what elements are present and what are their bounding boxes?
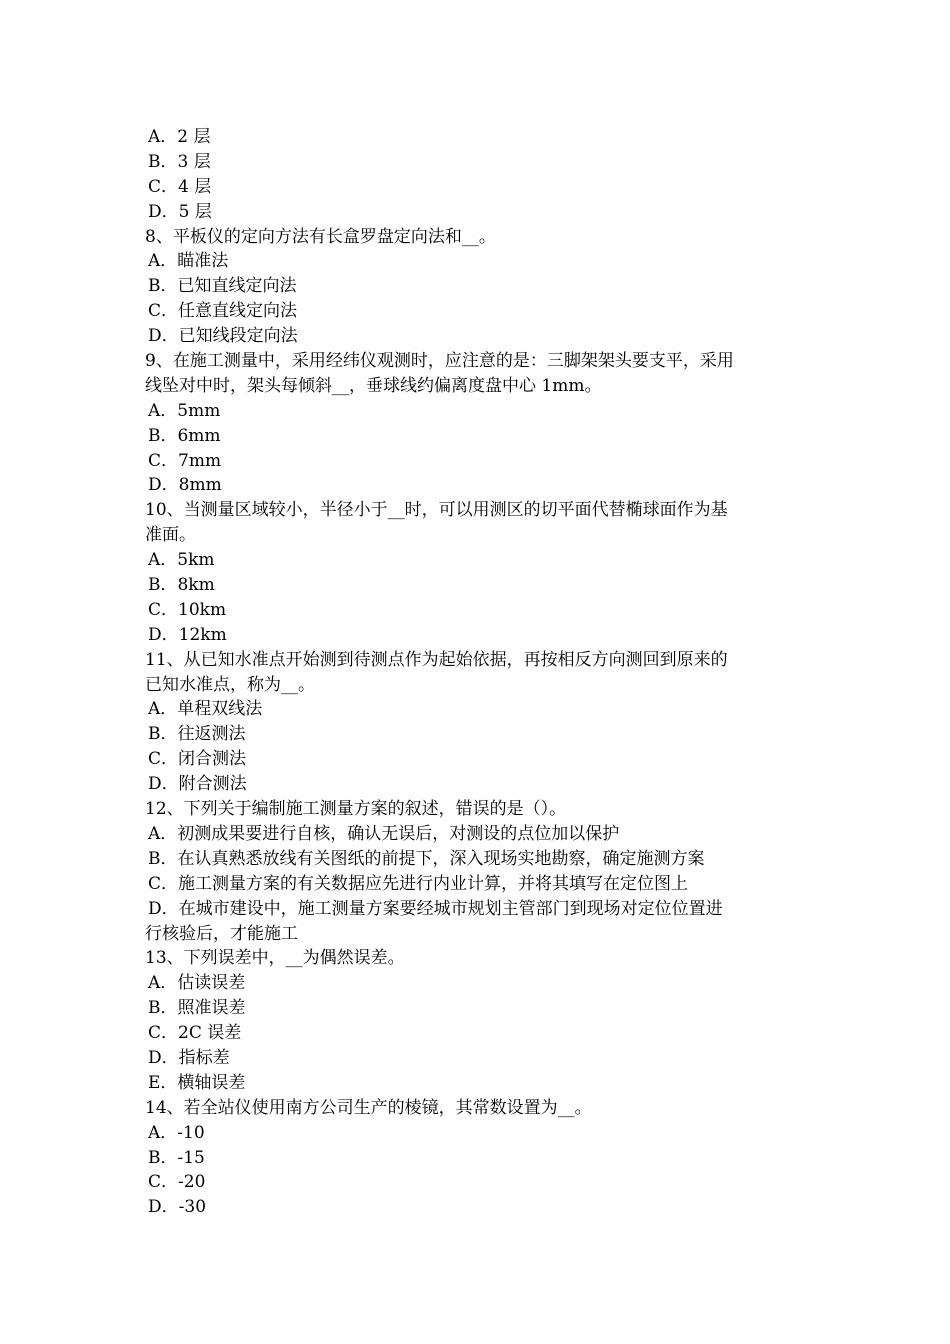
answer-option-line: B．8km xyxy=(148,575,215,596)
answer-option-line: A．估读误差 xyxy=(148,973,246,994)
answer-option-line: A．初测成果要进行自核，确认无误后，对测设的点位加以保护 xyxy=(148,823,620,844)
answer-option-line: C．7mm xyxy=(148,450,222,471)
answer-option-line: A．单程双线法 xyxy=(148,699,263,720)
answer-option-line: D．5 层 xyxy=(148,201,212,222)
question-text-line: 13、下列误差中，__为偶然误差。 xyxy=(145,948,405,969)
question-text-line: 已知水准点，称为__。 xyxy=(145,674,315,695)
question-text-line: 12、下列关于编制施工测量方案的叙述，错误的是（）。 xyxy=(145,799,567,820)
question-text-line: 8、平板仪的定向方法有长盒罗盘定向法和__。 xyxy=(145,226,496,247)
answer-option-line: D．12km xyxy=(148,624,227,645)
answer-option-line: B．往返测法 xyxy=(148,724,246,745)
answer-option-line: B．已知直线定向法 xyxy=(148,276,297,297)
document-body xyxy=(145,125,810,1220)
answer-option-line: D．已知线段定向法 xyxy=(148,326,298,347)
answer-option-line: B．6mm xyxy=(148,425,221,446)
answer-option-line: C．10km xyxy=(148,599,227,620)
question-text-line: 线坠对中时，架头每倾斜__，垂球线约偏离度盘中心 1mm。 xyxy=(145,375,602,396)
question-text-line: 14、若全站仪使用南方公司生产的棱镜，其常数设置为__。 xyxy=(145,1097,592,1118)
answer-option-line: A．5km xyxy=(148,550,215,571)
answer-option-line: D．8mm xyxy=(148,475,222,496)
answer-option-line: C．-20 xyxy=(148,1172,206,1193)
question-text-line: 11、从已知水准点开始测到待测点作为起始依据，再按相反方向测回到原来的 xyxy=(145,649,728,670)
question-text-line: 行核验后，才能施工 xyxy=(145,923,298,944)
answer-option-line: C．4 层 xyxy=(148,176,212,197)
answer-option-line: C．闭合测法 xyxy=(148,749,247,770)
question-text-line: 10、当测量区域较小，半径小于__时，可以用测区的切平面代替椭球面作为基 xyxy=(145,500,728,521)
answer-option-line: B．-15 xyxy=(148,1147,205,1168)
answer-option-line: D．指标差 xyxy=(148,1047,230,1068)
answer-option-line: A．2 层 xyxy=(148,127,211,147)
question-text-line: 9、在施工测量中，采用经纬仪观测时，应注意的是：三脚架架头要支平，采用 xyxy=(145,351,734,372)
question-text-line: 准面。 xyxy=(145,525,196,546)
answer-option-line: A．-10 xyxy=(148,1122,205,1143)
answer-option-line: C．施工测量方案的有关数据应先进行内业计算，并将其填写在定位图上 xyxy=(148,873,689,894)
answer-option-line: C．2C 误差 xyxy=(148,1023,242,1044)
answer-option-line: D．-30 xyxy=(148,1197,207,1218)
answer-option-line: D．在城市建设中，施工测量方案要经城市规划主管部门到现场对定位位置进 xyxy=(148,898,723,919)
answer-option-line: A．瞄准法 xyxy=(148,251,229,272)
answer-option-line: C．任意直线定向法 xyxy=(148,301,298,322)
answer-option-line: B．3 层 xyxy=(148,151,211,172)
answer-option-line: B．照准误差 xyxy=(148,998,246,1019)
answer-option-line: A．5mm xyxy=(148,400,221,421)
answer-option-line: E．横轴误差 xyxy=(148,1072,246,1093)
answer-option-line: D．附合测法 xyxy=(148,774,247,795)
answer-option-line: B．在认真熟悉放线有关图纸的前提下，深入现场实地勘察，确定施测方案 xyxy=(148,848,705,869)
